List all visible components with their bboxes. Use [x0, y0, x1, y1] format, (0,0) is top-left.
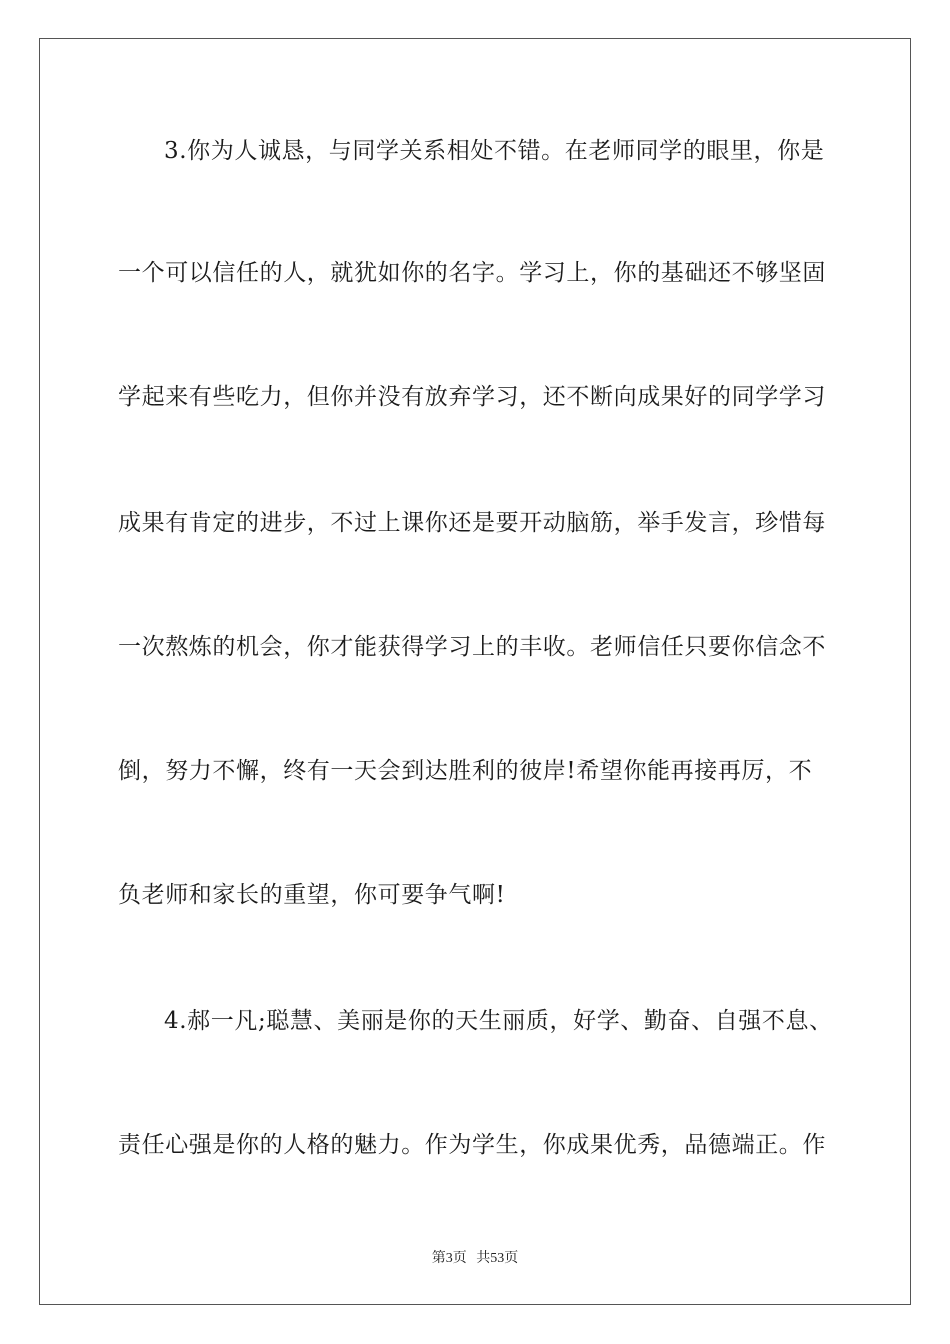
paragraph-3-line-7: 负老师和家长的重望，你可要争气啊!: [118, 882, 506, 908]
page-total: 共53页: [476, 1251, 519, 1266]
paragraph-3-line-5: 一次熬炼的机会，你才能获得学习上的丰收。老师信任只要你信念不: [118, 634, 826, 660]
page-footer: [0, 1247, 950, 1267]
paragraph-3-line-1: 3.你为人诚恳，与同学关系相处不错。在老师同学的眼里，你是: [164, 138, 825, 164]
page-number: 第3页: [431, 1251, 467, 1266]
paragraph-4-line-1: 4.郝一凡;聪慧、美丽是你的天生丽质，好学、勤奋、自强不息、: [164, 1008, 833, 1034]
paragraph-3-line-4: 成果有肯定的进步，不过上课你还是要开动脑筋，举手发言，珍惜每: [118, 510, 826, 536]
page-frame: [39, 38, 911, 1305]
paragraph-3-line-3: 学起来有些吃力，但你并没有放弃学习，还不断向成果好的同学学习: [118, 384, 826, 410]
paragraph-4-line-2: 责任心强是你的人格的魅力。作为学生，你成果优秀，品德端正。作: [118, 1132, 826, 1158]
paragraph-3-line-2: 一个可以信任的人，就犹如你的名字。学习上，你的基础还不够坚固: [118, 260, 826, 286]
paragraph-3-line-6: 倒，努力不懈，终有一天会到达胜利的彼岸!希望你能再接再厉，不: [118, 758, 813, 784]
